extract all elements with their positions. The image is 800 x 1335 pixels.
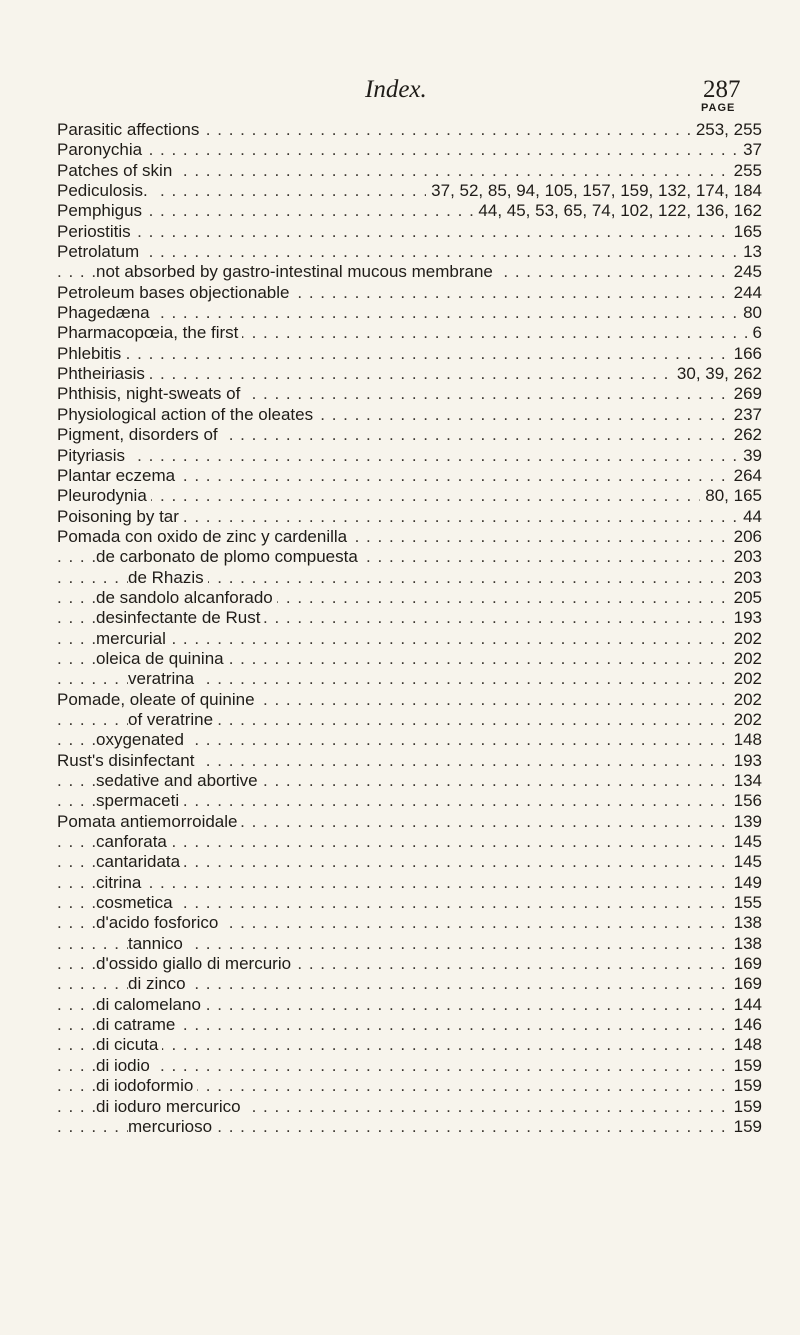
index-entry bbox=[0, 974, 800, 994]
entry-term: di ioduro mercurico bbox=[96, 1097, 245, 1117]
entry-pages: 202 bbox=[729, 649, 762, 669]
entry-term: Phlebitis bbox=[57, 344, 125, 364]
index-entry bbox=[0, 1117, 800, 1137]
entry-term: d'ossido giallo di mercurio bbox=[96, 954, 295, 974]
index-entry bbox=[0, 344, 800, 364]
entry-term: Poisoning by tar bbox=[57, 507, 183, 527]
entry-term: Paronychia bbox=[57, 140, 146, 160]
entry-pages: 264 bbox=[729, 466, 762, 486]
index-entry bbox=[0, 1015, 800, 1035]
entry-pages: 203 bbox=[729, 568, 762, 588]
dot-leader bbox=[57, 873, 762, 893]
index-entry bbox=[0, 323, 800, 343]
entry-pages: 148 bbox=[729, 730, 762, 750]
entry-term: Petrolatum bbox=[57, 242, 143, 262]
dot-leader bbox=[57, 222, 762, 242]
dot-leader bbox=[57, 140, 762, 160]
entry-pages: 269 bbox=[729, 384, 762, 404]
index-entry bbox=[0, 283, 800, 303]
index-entry bbox=[0, 710, 800, 730]
entry-pages: 193 bbox=[729, 751, 762, 771]
entry-pages: 206 bbox=[729, 527, 762, 547]
entry-term: canforata bbox=[96, 832, 171, 852]
entry-pages: 145 bbox=[729, 832, 762, 852]
index-entry bbox=[0, 303, 800, 323]
entry-pages: 203 bbox=[729, 547, 762, 567]
index-entry bbox=[0, 568, 800, 588]
entry-pages: 245 bbox=[729, 262, 762, 282]
entry-pages: 138 bbox=[729, 913, 762, 933]
entry-term: di calomelano bbox=[96, 995, 205, 1015]
entry-term: de carbonato de plomo compuesta bbox=[96, 547, 362, 567]
entry-pages: 202 bbox=[729, 710, 762, 730]
index-entry bbox=[0, 425, 800, 445]
entry-pages: 6 bbox=[748, 323, 762, 343]
entry-term: citrina bbox=[96, 873, 145, 893]
entry-pages: 253, 255 bbox=[691, 120, 762, 140]
entry-term: oleica de quinina bbox=[96, 649, 228, 669]
entry-term: not absorbed by gastro-intestinal mucous membrane bbox=[96, 262, 497, 282]
entry-term: Phtheiriasis bbox=[57, 364, 149, 384]
index-entry bbox=[0, 1035, 800, 1055]
entry-term: mercurial bbox=[96, 629, 170, 649]
index-entry bbox=[0, 852, 800, 872]
entry-term: Pityriasis bbox=[57, 446, 129, 466]
entry-term: di iodio bbox=[96, 1056, 154, 1076]
index-entries bbox=[0, 120, 800, 1137]
entry-pages: 169 bbox=[729, 954, 762, 974]
entry-pages: 159 bbox=[729, 1117, 762, 1137]
entry-term: Pharmacopœia, the first bbox=[57, 323, 242, 343]
entry-term: sedative and abortive bbox=[96, 771, 262, 791]
entry-pages: 159 bbox=[729, 1097, 762, 1117]
index-entry bbox=[0, 486, 800, 506]
index-entry bbox=[0, 466, 800, 486]
dot-leader bbox=[57, 486, 762, 506]
entry-term: of veratrine bbox=[128, 710, 217, 730]
index-entry bbox=[0, 242, 800, 262]
index-entry bbox=[0, 140, 800, 160]
index-entry bbox=[0, 527, 800, 547]
index-entry bbox=[0, 120, 800, 140]
index-entry bbox=[0, 384, 800, 404]
entry-pages: 44 bbox=[738, 507, 762, 527]
entry-pages: 244 bbox=[729, 283, 762, 303]
entry-term: Pomade, oleate of quinine bbox=[57, 690, 259, 710]
dot-leader bbox=[57, 303, 762, 323]
entry-term: Petroleum bases objectionable bbox=[57, 283, 293, 303]
entry-term: Phagedæna bbox=[57, 303, 154, 323]
entry-pages: 39 bbox=[738, 446, 762, 466]
index-entry bbox=[0, 161, 800, 181]
entry-term: Pomata antiemorroidale bbox=[57, 812, 241, 832]
entry-pages: 44, 45, 53, 65, 74, 102, 122, 136, 162 bbox=[473, 201, 762, 221]
index-entry bbox=[0, 1056, 800, 1076]
entry-pages: 159 bbox=[729, 1056, 762, 1076]
entry-pages: 37 bbox=[738, 140, 762, 160]
running-head bbox=[0, 76, 800, 106]
index-entry bbox=[0, 995, 800, 1015]
entry-pages: 262 bbox=[729, 425, 762, 445]
entry-pages: 237 bbox=[729, 405, 762, 425]
index-entry bbox=[0, 1097, 800, 1117]
entry-pages: 80 bbox=[738, 303, 762, 323]
index-entry bbox=[0, 812, 800, 832]
entry-pages: 202 bbox=[729, 690, 762, 710]
entry-term: Pleurodynia bbox=[57, 486, 151, 506]
entry-pages: 149 bbox=[729, 873, 762, 893]
index-entry bbox=[0, 954, 800, 974]
page-number: 287 bbox=[703, 76, 741, 103]
dot-leader bbox=[57, 364, 762, 384]
index-entry bbox=[0, 1076, 800, 1096]
entry-term: Parasitic affections bbox=[57, 120, 203, 140]
entry-term: Pediculosis. bbox=[57, 181, 152, 201]
entry-term: Patches of skin bbox=[57, 161, 176, 181]
entry-term: Pomada con oxido de zinc y cardenilla bbox=[57, 527, 351, 547]
index-entry bbox=[0, 446, 800, 466]
entry-term: Plantar eczema bbox=[57, 466, 179, 486]
entry-term: d'acido fosforico bbox=[96, 913, 222, 933]
entry-term: cosmetica bbox=[96, 893, 177, 913]
entry-pages: 159 bbox=[729, 1076, 762, 1096]
index-entry bbox=[0, 262, 800, 282]
index-entry bbox=[0, 832, 800, 852]
index-entry bbox=[0, 751, 800, 771]
entry-term: veratrina bbox=[128, 669, 198, 689]
entry-term: cantaridata bbox=[96, 852, 184, 872]
entry-term: Pigment, disorders of bbox=[57, 425, 222, 445]
entry-term: di zinco bbox=[128, 974, 190, 994]
entry-pages: 165 bbox=[729, 222, 762, 242]
entry-pages: 166 bbox=[729, 344, 762, 364]
entry-pages: 37, 52, 85, 94, 105, 157, 159, 132, 174, 184 bbox=[426, 181, 762, 201]
index-entry bbox=[0, 507, 800, 527]
index-entry bbox=[0, 629, 800, 649]
index-entry bbox=[0, 364, 800, 384]
dot-leader bbox=[57, 446, 762, 466]
index-entry bbox=[0, 181, 800, 201]
dot-leader bbox=[57, 344, 762, 364]
index-entry bbox=[0, 873, 800, 893]
entry-pages: 145 bbox=[729, 852, 762, 872]
index-entry bbox=[0, 649, 800, 669]
entry-term: oxygenated bbox=[96, 730, 188, 750]
entry-term: Pemphigus bbox=[57, 201, 146, 221]
index-entry bbox=[0, 934, 800, 954]
index-entry bbox=[0, 547, 800, 567]
entry-pages: 169 bbox=[729, 974, 762, 994]
entry-term: de Rhazis bbox=[128, 568, 208, 588]
index-entry bbox=[0, 608, 800, 628]
entry-term: Periostitis bbox=[57, 222, 135, 242]
entry-pages: 80, 165 bbox=[700, 486, 762, 506]
entry-term: di catrame bbox=[96, 1015, 179, 1035]
entry-pages: 205 bbox=[729, 588, 762, 608]
entry-term: mercurioso bbox=[128, 1117, 216, 1137]
entry-term: tannico bbox=[128, 934, 187, 954]
entry-pages: 255 bbox=[729, 161, 762, 181]
entry-term: spermaceti bbox=[96, 791, 183, 811]
index-entry bbox=[0, 669, 800, 689]
index-entry bbox=[0, 222, 800, 242]
entry-term: Rust's disinfectant bbox=[57, 751, 198, 771]
index-entry bbox=[0, 730, 800, 750]
index-entry bbox=[0, 771, 800, 791]
dot-leader bbox=[57, 1056, 762, 1076]
entry-term: desinfectante de Rust bbox=[96, 608, 264, 628]
entry-pages: 30, 39, 262 bbox=[672, 364, 762, 384]
index-entry bbox=[0, 201, 800, 221]
entry-pages: 148 bbox=[729, 1035, 762, 1055]
entry-pages: 139 bbox=[729, 812, 762, 832]
index-entry bbox=[0, 893, 800, 913]
dot-leader bbox=[57, 1035, 762, 1055]
entry-pages: 13 bbox=[738, 242, 762, 262]
entry-term: di cicuta bbox=[96, 1035, 162, 1055]
entry-pages: 193 bbox=[729, 608, 762, 628]
index-entry bbox=[0, 588, 800, 608]
index-entry bbox=[0, 791, 800, 811]
entry-pages: 202 bbox=[729, 629, 762, 649]
entry-pages: 146 bbox=[729, 1015, 762, 1035]
entry-pages: 156 bbox=[729, 791, 762, 811]
page-column-label: PAGE bbox=[701, 102, 736, 114]
entry-pages: 144 bbox=[729, 995, 762, 1015]
entry-pages: 134 bbox=[729, 771, 762, 791]
index-entry bbox=[0, 690, 800, 710]
index-entry bbox=[0, 913, 800, 933]
entry-term: Physiological action of the oleates bbox=[57, 405, 317, 425]
entry-term: de sandolo alcanforado bbox=[96, 588, 277, 608]
entry-pages: 138 bbox=[729, 934, 762, 954]
index-entry bbox=[0, 405, 800, 425]
running-title: Index. bbox=[365, 76, 427, 103]
dot-leader bbox=[57, 242, 762, 262]
entry-pages: 155 bbox=[729, 893, 762, 913]
entry-pages: 202 bbox=[729, 669, 762, 689]
entry-term: di iodoformio bbox=[96, 1076, 197, 1096]
entry-term: Phthisis, night-sweats of bbox=[57, 384, 244, 404]
